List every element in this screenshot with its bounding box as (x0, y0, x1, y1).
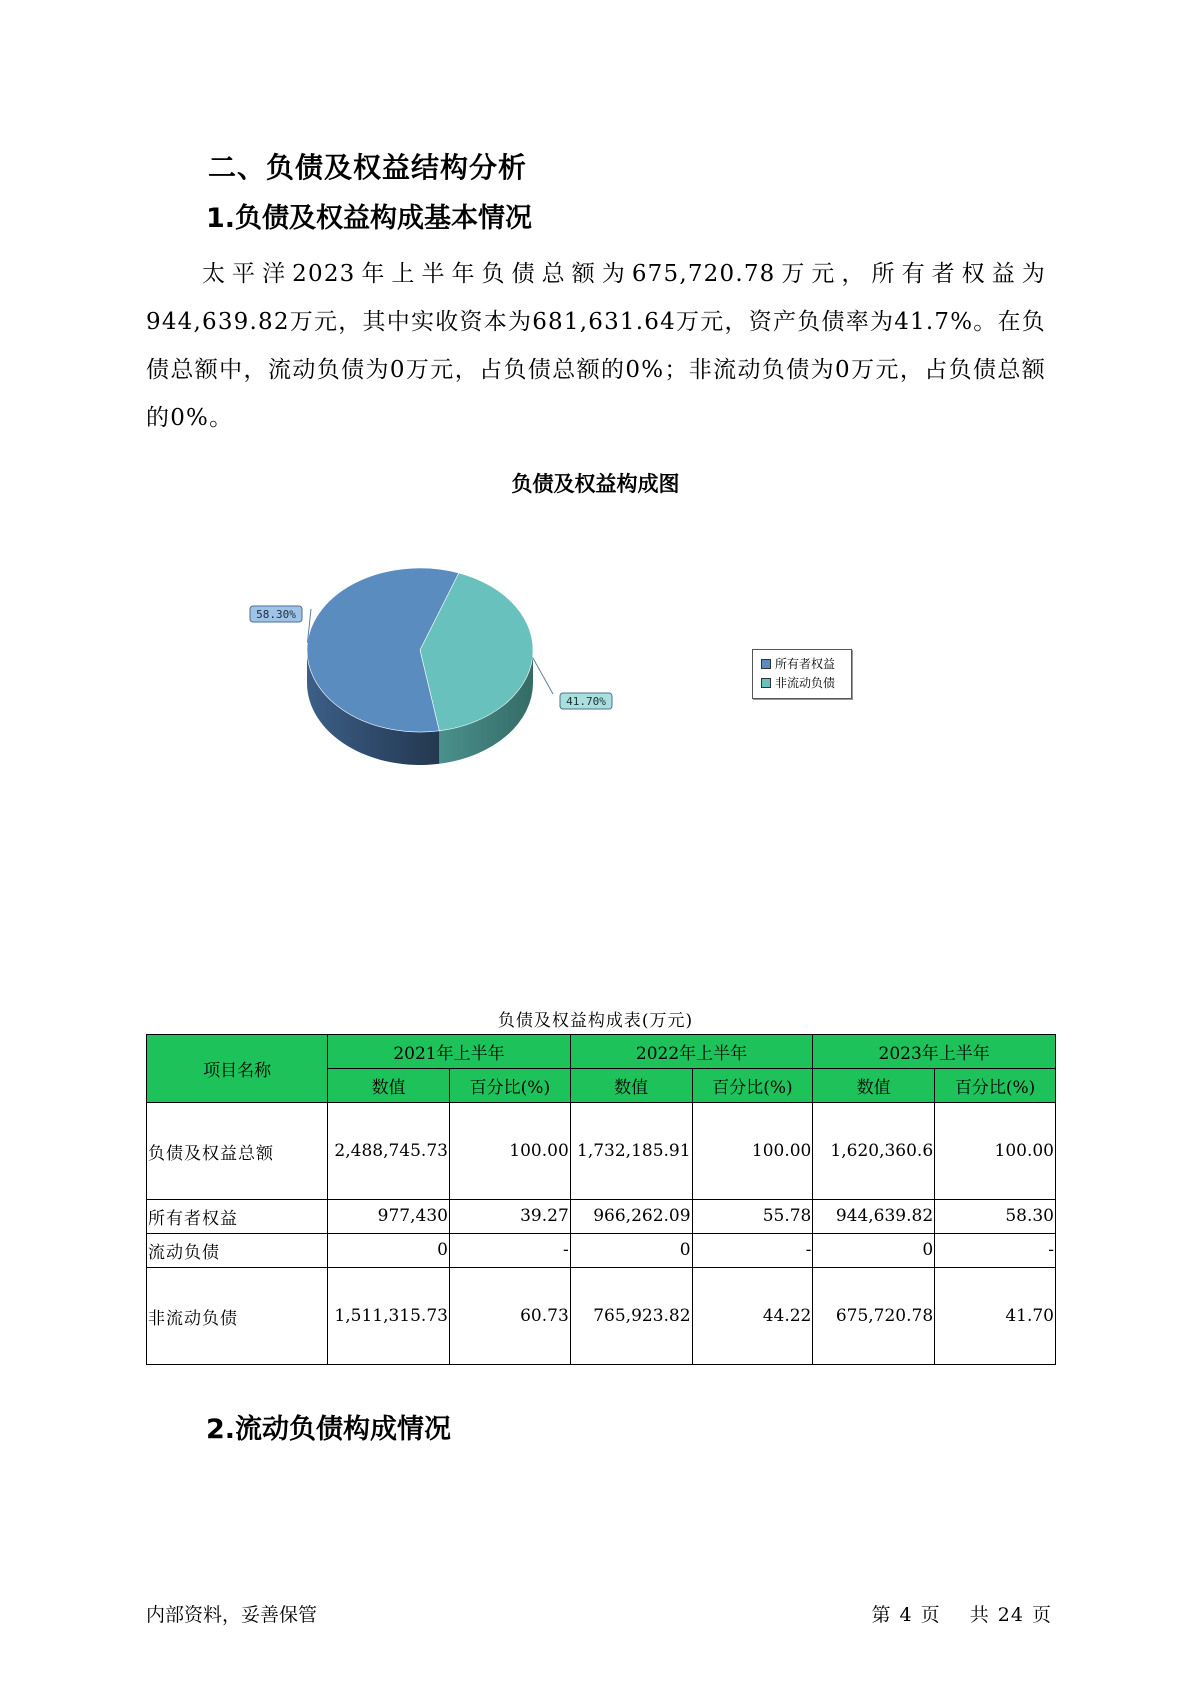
cell-pct: 60.73 (449, 1268, 570, 1365)
legend-item-owner-equity (761, 654, 851, 673)
cell-pct: 100.00 (935, 1103, 1056, 1200)
subsection-title-2: 2.流动负债构成情况 (206, 1414, 452, 1445)
legend-label: 非流动负债 (775, 676, 836, 690)
legend-swatch-teal (761, 678, 771, 688)
summary-paragraph: 太平洋2023年上半年负债总额为675,720.78万元，所有者权益为944,639.82万元，其中实收资本为681,631.64万元，资产负债率为41.7%。在负债总额中，流动负债为0万元，占负债总额的0%；非流动负债为0万元，占负债总额的0%。 (146, 261, 1046, 431)
cell-value: 966,262.09 (570, 1200, 692, 1234)
row-label: 非流动负债 (147, 1268, 328, 1365)
cell-value: 1,511,315.73 (328, 1268, 450, 1365)
page-prefix: 第 (871, 1604, 892, 1626)
chart-title: 负债及权益构成图 (511, 472, 680, 496)
total-prefix: 共 (969, 1604, 990, 1626)
subsection-title-1: 1.负债及权益构成基本情况 (206, 203, 533, 234)
cell-value: 1,620,360.6 (813, 1103, 935, 1200)
cell-pct: 58.30 (935, 1200, 1056, 1234)
row-label: 流动负债 (147, 1234, 328, 1268)
section-title: 二、负债及权益结构分析 (208, 151, 528, 184)
header-value: 数值 (813, 1069, 935, 1103)
header-pct: 百分比(%) (692, 1069, 813, 1103)
cell-pct: 100.00 (692, 1103, 813, 1200)
page-unit: 页 (920, 1604, 941, 1626)
cell-pct: - (692, 1234, 813, 1268)
table-row (147, 1200, 1056, 1234)
legend-swatch-blue (761, 659, 771, 669)
cell-pct: 41.70 (935, 1268, 1056, 1365)
cell-value: 0 (328, 1234, 450, 1268)
page-number: 4 (899, 1604, 913, 1626)
pie-leader-line (533, 657, 553, 694)
row-label: 负债及权益总额 (147, 1103, 328, 1200)
header-item-name: 项目名称 (147, 1035, 328, 1103)
table-row (147, 1234, 1056, 1268)
liability-equity-table (146, 1034, 1056, 1365)
chart-legend (752, 649, 852, 699)
row-label: 所有者权益 (147, 1200, 328, 1234)
header-value: 数值 (570, 1069, 692, 1103)
cell-value: 944,639.82 (813, 1200, 935, 1234)
pie-data-label: 41.70% (566, 695, 606, 708)
header-pct: 百分比(%) (935, 1069, 1056, 1103)
header-year: 2022年上半年 (570, 1035, 813, 1069)
cell-pct: - (449, 1234, 570, 1268)
table-caption: 负债及权益构成表(万元) (497, 1011, 694, 1031)
footer-confidential-note: 内部资料，妥善保管 (146, 1604, 318, 1626)
cell-pct: 39.27 (449, 1200, 570, 1234)
total-pages: 24 (997, 1604, 1024, 1626)
cell-value: 0 (813, 1234, 935, 1268)
table-row (147, 1103, 1056, 1200)
footer-page-info (868, 1600, 1056, 1627)
table-row (147, 1268, 1056, 1365)
legend-label: 所有者权益 (775, 657, 836, 671)
cell-pct: - (935, 1234, 1056, 1268)
cell-value: 0 (570, 1234, 692, 1268)
header-year: 2021年上半年 (328, 1035, 571, 1069)
cell-value: 675,720.78 (813, 1268, 935, 1365)
cell-pct: 55.78 (692, 1200, 813, 1234)
total-unit: 页 (1031, 1604, 1052, 1626)
cell-value: 977,430 (328, 1200, 450, 1234)
cell-value: 1,732,185.91 (570, 1103, 692, 1200)
header-value: 数值 (328, 1069, 450, 1103)
header-pct: 百分比(%) (449, 1069, 570, 1103)
cell-value: 765,923.82 (570, 1268, 692, 1365)
cell-value: 2,488,745.73 (328, 1103, 450, 1200)
cell-pct: 100.00 (449, 1103, 570, 1200)
cell-pct: 44.22 (692, 1268, 813, 1365)
pie-data-label: 58.30% (256, 608, 296, 621)
header-year: 2023年上半年 (813, 1035, 1056, 1069)
legend-item-noncurrent-liab (761, 673, 851, 692)
